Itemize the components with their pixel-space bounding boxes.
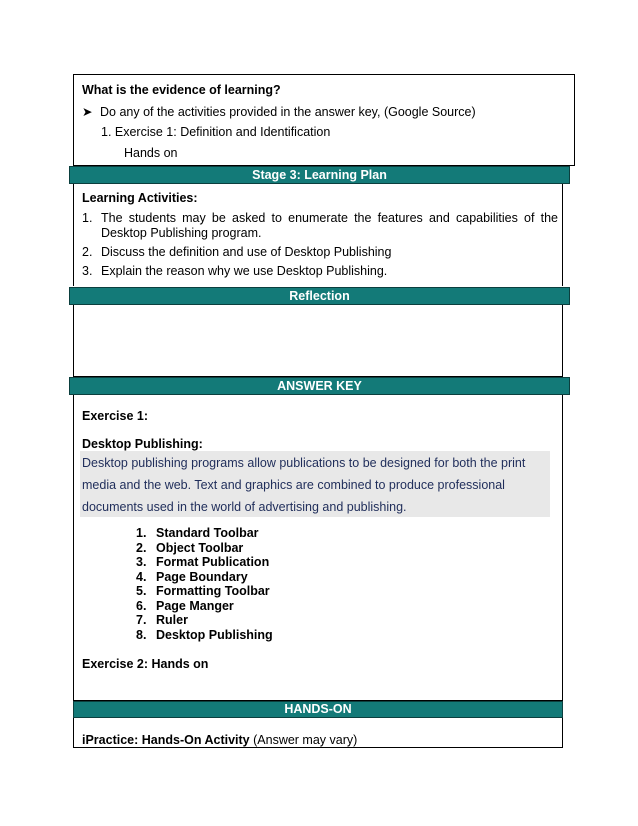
list-item (136, 541, 273, 556)
definition-paragraph: Desktop publishing programs allow publications to be designed for both the print media and the web. Text and graphics are combined to produce professional documents used in the world of advertising and publishing. (82, 456, 526, 514)
list-item-label: Formatting Toolbar (156, 584, 270, 598)
list-item (136, 570, 273, 585)
list-item-number: 4. (136, 569, 147, 584)
list-item-text: Explain the reason why we use Desktop Publishing. (101, 264, 388, 278)
list-item-label: Object Toolbar (156, 540, 244, 555)
ipractice-note: (Answer may vary) (249, 733, 358, 747)
tools-list (136, 526, 273, 642)
list-item (136, 613, 273, 628)
list-item-number: 8. (136, 627, 147, 642)
list-item-label: Format Publication (156, 555, 270, 569)
list-item-label: Standard Toolbar (156, 526, 259, 540)
list-item-number: 1. (82, 211, 93, 225)
list-item (136, 599, 273, 614)
answer-key-header: ANSWER KEY (69, 377, 570, 395)
hands-on-line (82, 733, 357, 747)
list-item-number: 1. (136, 526, 147, 540)
hands-on-section (73, 718, 563, 748)
hands-on-header: HANDS-ON (73, 701, 563, 718)
stage3-header: Stage 3: Learning Plan (69, 166, 570, 184)
list-item-number: 3. (136, 555, 147, 569)
evidence-title: What is the evidence of learning? (82, 83, 281, 97)
exercise1-title: Exercise 1: (82, 409, 149, 423)
list-item-number: 6. (136, 598, 147, 613)
list-item-number: 2. (136, 540, 147, 555)
list-item-number: 2. (82, 245, 93, 259)
reflection-header: Reflection (69, 287, 570, 305)
list-item (82, 264, 558, 279)
list-item (82, 245, 558, 260)
answer-key-section (73, 395, 563, 701)
list-item-number: 7. (136, 613, 147, 627)
desktop-publishing-title: Desktop Publishing: (82, 437, 203, 451)
list-item (136, 584, 273, 599)
list-item-label: Ruler (156, 613, 188, 627)
evidence-item: 1. Exercise 1: Definition and Identification (101, 125, 331, 139)
list-item-number: 5. (136, 584, 147, 598)
learning-activities-section (73, 184, 563, 286)
list-item-label: Desktop Publishing (156, 627, 273, 642)
learning-activities-title: Learning Activities: (82, 191, 198, 205)
list-item (136, 555, 273, 570)
list-item-label: Page Boundary (156, 569, 248, 584)
evidence-section (73, 74, 575, 166)
learning-activities-list (82, 211, 558, 283)
reflection-box (73, 305, 563, 377)
list-item-number: 3. (82, 264, 93, 278)
list-item-text: Discuss the definition and use of Desktop Publishing (101, 245, 392, 259)
list-item (136, 526, 273, 541)
list-item-text: The students may be asked to enumerate the features and capabilities of the Desktop Publishing program. (101, 211, 558, 240)
ipractice-label: iPractice: Hands-On Activity (82, 733, 250, 747)
list-item (82, 211, 558, 241)
evidence-bullet (82, 104, 476, 119)
exercise2-title: Exercise 2: Hands on (82, 657, 209, 671)
list-item-label: Page Manger (156, 598, 234, 613)
list-item (136, 628, 273, 643)
evidence-bullet-text: Do any of the activities provided in the answer key, (Google Source) (100, 105, 476, 119)
arrowhead-bullet-icon: ➤ (82, 105, 93, 119)
evidence-sub: Hands on (124, 146, 178, 160)
